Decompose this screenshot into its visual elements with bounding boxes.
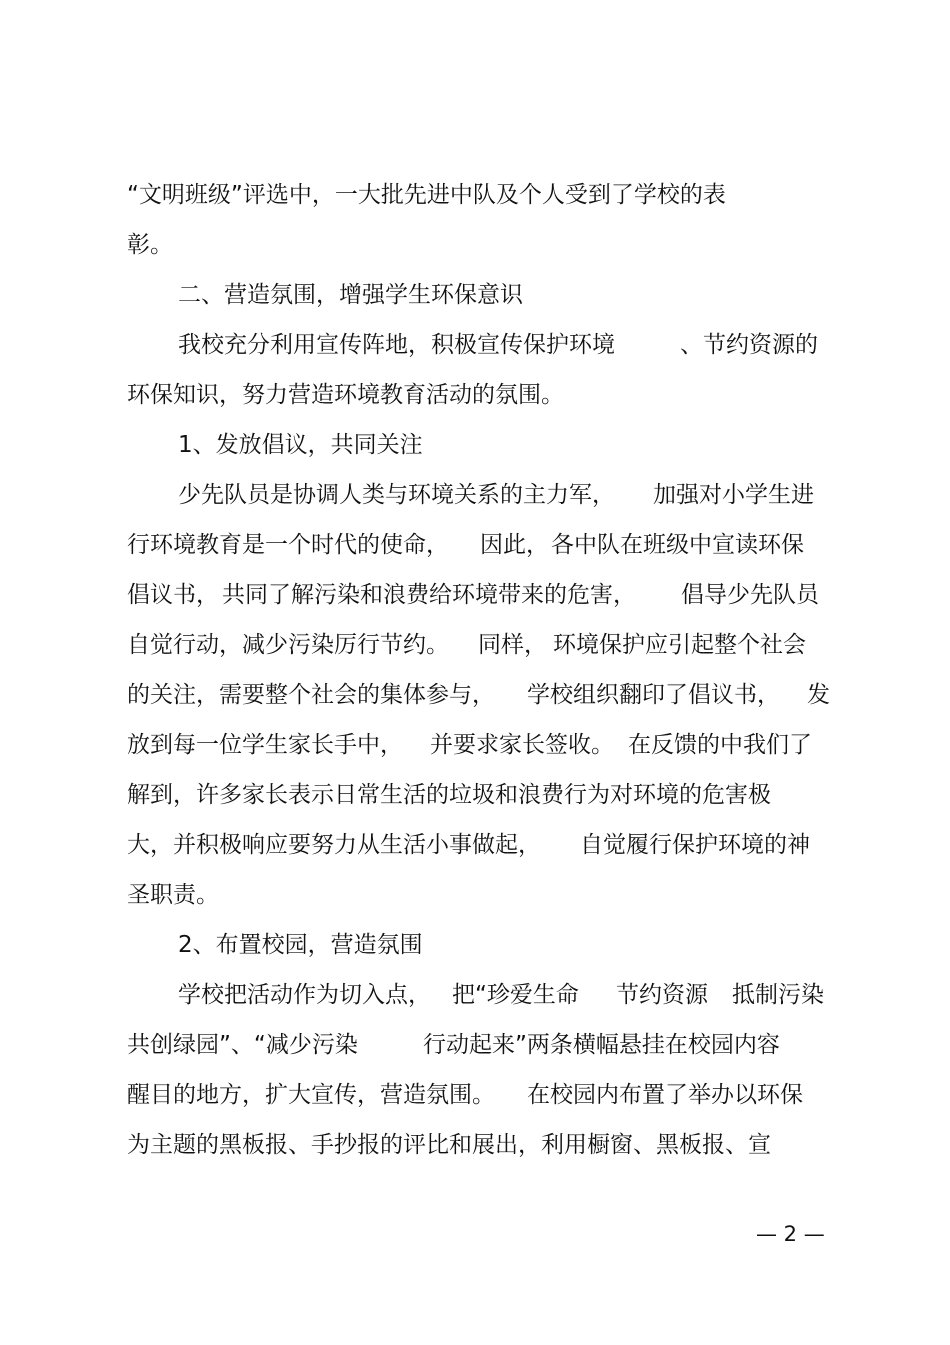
text-line: 为主题的黑板报、手抄报的评比和展出，利用橱窗、黑板报、宣 — [127, 1132, 771, 1158]
subsection-heading: 2、布置校园，营造氛围 — [178, 932, 423, 958]
text-line: 环保知识，努力营造环境教育活动的氛围。 — [127, 382, 564, 408]
text-line: 自觉履行保护环境的神 — [580, 832, 810, 858]
text-line: 共创绿园”、“减少污染 — [127, 1032, 358, 1058]
text-line: “文明班级”评选中，一大批先进中队及个人受到了学校的表 — [127, 182, 726, 208]
text-line: 共同了解污染和浪费给环境带来的危害， — [222, 582, 636, 608]
text-line: 彰。 — [127, 232, 173, 258]
text-line: 环境保护应引起整个社会 — [553, 632, 806, 658]
text-line: 节约资源 — [616, 982, 708, 1008]
text-line: 在校园内布置了举办以环保 — [527, 1082, 803, 1108]
text-line: 圣职责。 — [127, 882, 219, 908]
section-heading: 二、营造氛围，增强学生环保意识 — [178, 282, 523, 308]
text-line: 行环境教育是一个时代的使命， — [127, 532, 449, 558]
text-line: 同样， — [478, 632, 547, 658]
text-line: 在反馈的中我们了 — [628, 732, 812, 758]
text-line: 发 — [807, 682, 830, 708]
text-line: 行动起来”两条横幅悬挂在校园内容 — [423, 1032, 780, 1058]
text-line: 醒目的地方，扩大宣传，营造氛围。 — [127, 1082, 495, 1108]
text-line: 各中队在班级中宣读环保 — [551, 532, 804, 558]
text-line: 学校把活动作为切入点， — [178, 982, 431, 1008]
text-line: 加强对小学生进 — [653, 482, 814, 508]
text-line: 把“珍爱生命 — [452, 982, 579, 1008]
text-line: 自觉行动，减少污染厉行节约。 — [127, 632, 449, 658]
text-line: 我校充分利用宣传阵地，积极宣传保护环境 — [178, 332, 615, 358]
text-line: 抵制污染 — [732, 982, 824, 1008]
text-line: 、节约资源的 — [680, 332, 818, 358]
text-line: 放到每一位学生家长手中， — [127, 732, 403, 758]
text-line: 学校组织翻印了倡议书， — [527, 682, 780, 708]
text-line: 少先队员是协调人类与环境关系的主力军， — [178, 482, 615, 508]
text-line: 的关注，需要整个社会的集体参与， — [127, 682, 495, 708]
text-line: 倡导少先队员 — [681, 582, 819, 608]
text-line: 解到，许多家长表示日常生活的垃圾和浪费行为对环境的危害极 — [127, 782, 771, 808]
text-line: 并要求家长签收。 — [430, 732, 614, 758]
text-line: 倡议书， — [127, 582, 219, 608]
text-line: 大，并积极响应要努力从生活小事做起， — [127, 832, 541, 858]
subsection-heading: 1、发放倡议，共同关注 — [178, 432, 423, 458]
page-number: — 2 — — [756, 1222, 825, 1246]
text-line: 因此， — [480, 532, 549, 558]
